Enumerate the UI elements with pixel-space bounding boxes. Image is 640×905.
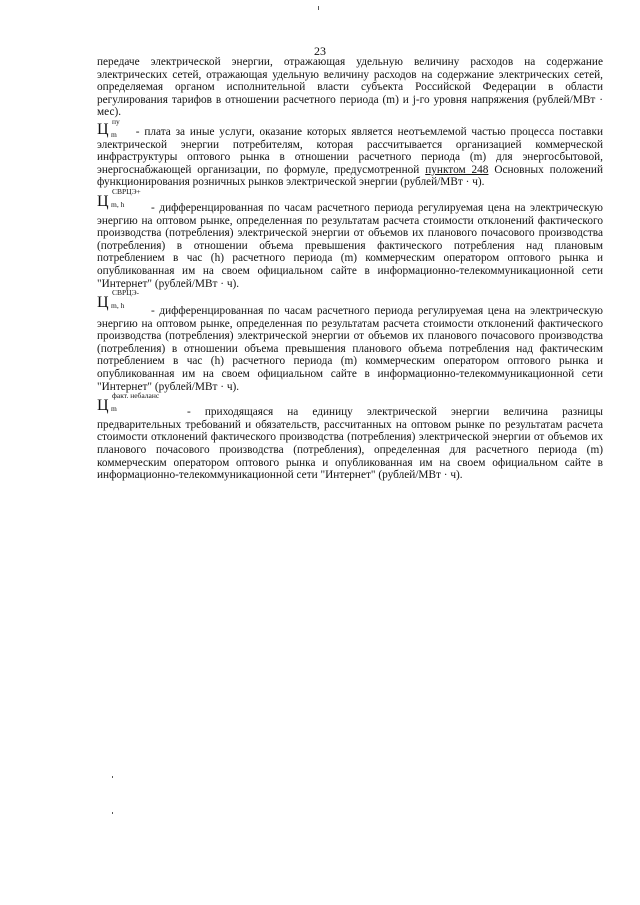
symbol-superscript: факт. небаланс [112, 391, 160, 401]
symbol-letter: Ц [97, 120, 109, 138]
formula-symbol [97, 116, 131, 139]
definition-tail: Основных положений функционирования розничных рынков электрической энергии (рублей/МВт · ч). [97, 163, 604, 189]
page-number: 23 [314, 44, 326, 58]
symbol-subscript: m, h [111, 301, 125, 311]
definition-block [97, 391, 603, 482]
definition-block [97, 116, 604, 189]
symbol-letter: Ц [97, 192, 109, 210]
symbol-subscript: m [111, 129, 117, 139]
symbol-superscript: СВРЦЭ- [112, 288, 140, 298]
formula-symbol [97, 288, 603, 315]
definition-text: - дифференцированная по часам расчетного периода регулируемая цена на электрическую энергию на оптовом рынке, определенная по результатам расчета стоимости отклонений фактического производства (потребления) электрической энергии от объемов их планового почасового производства (потребления) в отношении объема превышения планового объема потребления над фактическим потреблением в час (h) расчетного периода (m) коммерческим оператором оптового рынка и опубликованная им на своем официальном сайте в информационно-телекоммуникационной сети "Интернет" (рублей/МВт · ч). [97, 305, 603, 393]
scan-mark [112, 776, 113, 778]
symbol-letter: Ц [97, 294, 109, 312]
definition-block [97, 288, 603, 393]
scan-mark [318, 6, 319, 10]
definition-block [97, 186, 603, 290]
document-link[interactable]: пунктом 248 [425, 163, 489, 176]
formula-symbol [97, 391, 603, 418]
definition-lead: - плата за иные услуги, оказание которых является неотъемлемой частью процесса поставки электрической энергии потребителям, которая рассчитывается организацией коммерческой инфраструктуры оптового рынка в отношении расчетного периода (m) для энергосбытовой, энергоснабжающей организации, по формуле, предусмотренной [97, 125, 603, 176]
scan-mark [112, 812, 113, 814]
symbol-letter: Ц [97, 397, 109, 415]
symbol-subscript: m, h [111, 199, 125, 209]
formula-symbol [97, 186, 603, 214]
definition-text: - приходящаяся на единицу электрической энергии величина разницы предварительных требований и обязательств, рассчитанных на оптовом рынке по результатам расчета стоимости отклонений фактического производства (потребления) электрической энергии от объемов их планового почасового производства (потребления), определенная для расчетного периода (m) коммерческим оператором оптового рынка и опубликованная им на своем официальном сайте в информационно-телекоммуникационной сети "Интернет" (рублей/МВт · ч). [97, 406, 603, 482]
definition-text: - дифференцированная по часам расчетного периода регулируемая цена на электрическую энергию на оптовом рынке, определенная по результатам расчета стоимости отклонений фактического производства (потребления) электрической энергии от объемов их планового почасового производства (потребления) в отношении объема превышения фактического потребления над плановым потреблением в час (h) расчетного периода (m) коммерческим оператором оптового рынка и опубликованная им на своем официальном сайте в информационно-телекоммуникационной сети "Интернет" (рублей/МВт · ч). [97, 201, 603, 290]
symbol-superscript: пу [112, 116, 120, 126]
intro-paragraph: передаче электрической энергии, отражающая удельную величину расходов на содержание электрических сетей, отражающая удельную величину расходов на содержание электрических сетей, определяемая органом исполнительной власти субъекта Российской Федерации в области регулирования тарифов в отношении расчетного периода (m) и j-го уровня напряжения (рублей/МВт · мес). [97, 56, 603, 119]
symbol-subscript: m [111, 404, 117, 414]
document-body [97, 56, 603, 483]
symbol-superscript: СВРЦЭ+ [112, 186, 141, 196]
definition-text [97, 116, 604, 189]
